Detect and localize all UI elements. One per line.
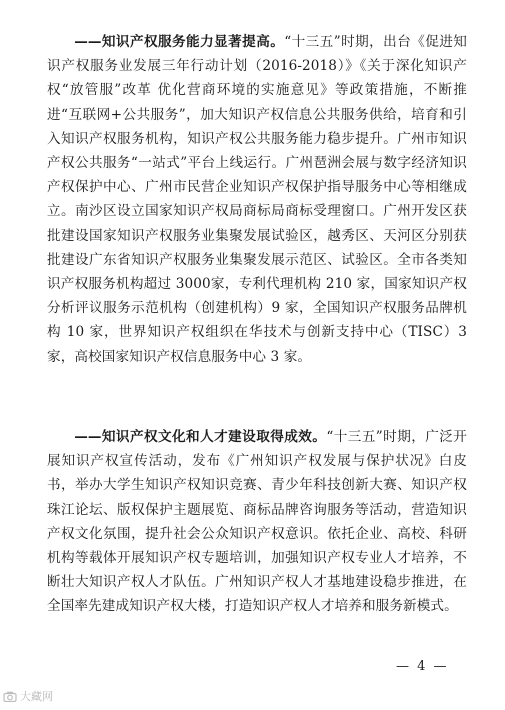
watermark-text: 大藏网 [20, 690, 53, 703]
paragraph-ip-services [47, 30, 467, 369]
watermark [3, 688, 53, 704]
paragraph-body: “十三五”时期，出台《促进知识产权服务业发展三年行动计划（2016-2018）》《关于深化知识产权“放管服”改革 优化营商环境的实施意见》等政策措施，不断推进“互联网+公共服务”，加大知识产权信息公共服务供给，培育和引入知识产权服务机构，知识产权公共服务能力稳步提升。广州市知识产权公共服务“一站式”平台上线运行。广州琶洲会展与数字经济知识产权保护中心、广州市民营企业知识产权保护指导服务中心等相继成立。南沙区设立国家知识产权局商标局商标受理窗口。广州开发区获批建设国家知识产权服务业集聚发展试验区，越秀区、天河区分别获批建设广东省知识产权服务业集聚发展示范区、试验区。全市各类知识产权服务机构超过 3000家，专利代理机构 210 家，国家知识产权分析评议服务示范机构（创建机构）9 家，全国知识产权服务品牌机构 10 家，世界知识产权组织在华技术与创新支持中心（TISC）3 家，高校国家知识产权信息服务中心 3 家。 [47, 34, 467, 365]
paragraph-body: “十三五”时期，广泛开展知识产权宣传活动，发布《广州知识产权发展与保护状况》白皮书，举办大学生知识产权知识竞赛、青少年科技创新大赛、知识产权珠江论坛、版权保护主题展览、商标品牌咨询服务等活动，营造知识产权文化氛围，提升社会公众知识产权意识。依托企业、高校、科研机构等载体开展知识产权专题培训，加强知识产权专业人才培养，不断壮大知识产权人才队伍。广州知识产权人才基地建设稳步推进，在全国率先建成知识产权大楼，打造知识产权人才培养和服务新模式。 [47, 429, 467, 615]
paragraph-ip-culture [47, 425, 467, 619]
paragraph-lead: ——知识产权文化和人才建设取得成效。 [74, 429, 327, 445]
paragraph-lead: ——知识产权服务能力显著提高。 [74, 34, 285, 50]
page-number: — 4 — [396, 659, 449, 674]
camera-icon [3, 691, 17, 702]
